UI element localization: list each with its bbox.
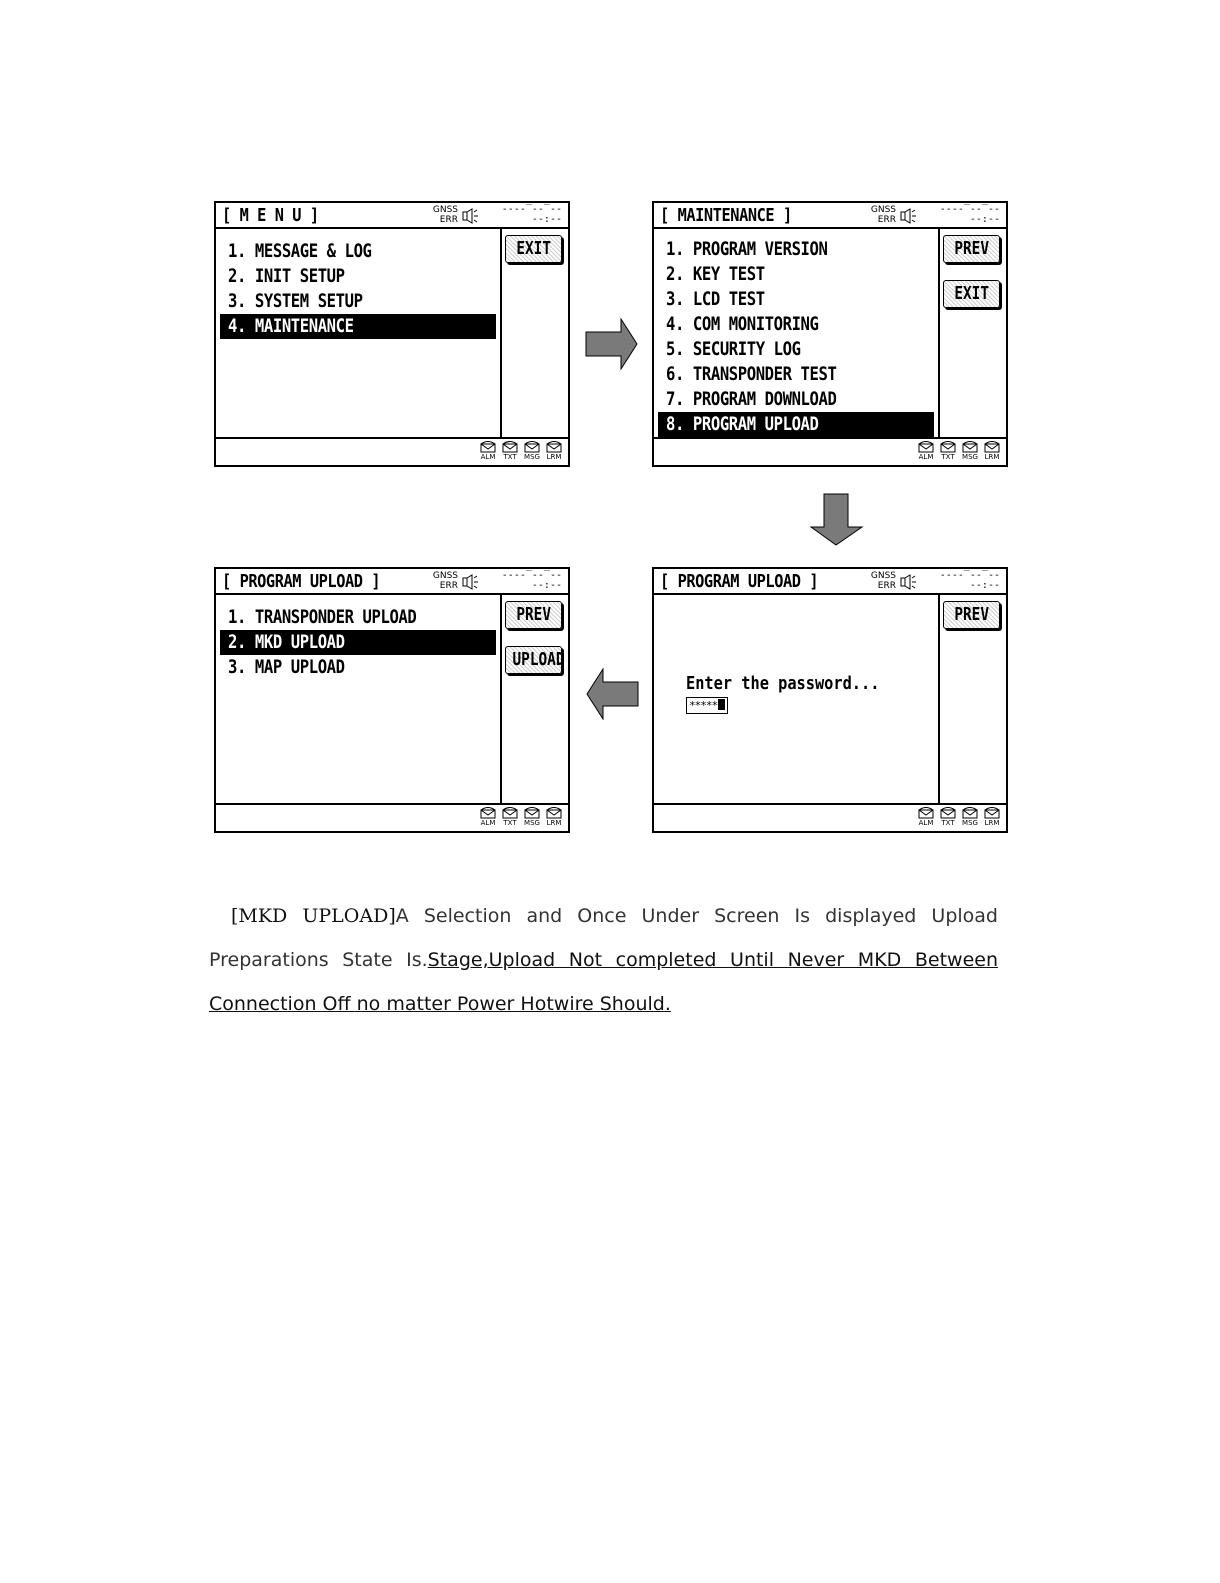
envelope-icon [940, 441, 956, 453]
indicator-label: TXT [503, 819, 517, 827]
envelope-icon [524, 807, 540, 819]
softkey-panel [500, 595, 568, 803]
speaker-icon [462, 574, 480, 590]
prev-button[interactable]: PREV [943, 601, 1000, 629]
lrm-indicator [982, 441, 1002, 461]
indicator-label: MSG [524, 819, 540, 827]
indicator-label: ALM [918, 819, 934, 827]
softkey-panel [500, 229, 568, 437]
text-cursor [718, 699, 725, 710]
softkey-panel [938, 595, 1006, 803]
indicator-label: TXT [941, 453, 955, 461]
menu-item[interactable]: 1. MESSAGE & LOG [228, 240, 372, 262]
footer-bar [654, 437, 1006, 465]
upload-button[interactable]: UPLOAD [505, 646, 562, 674]
txt-indicator [938, 807, 958, 827]
txt-indicator [938, 441, 958, 461]
menu-item[interactable]: 4. COM MONITORING [666, 313, 819, 335]
menu-screen [214, 201, 570, 467]
clock: ----‾--‾-- --:-- [939, 570, 1000, 591]
indicator-label: MSG [962, 819, 978, 827]
envelope-icon [918, 807, 934, 819]
envelope-icon [962, 441, 978, 453]
upload-list [220, 605, 496, 680]
program-upload-screen [214, 567, 570, 833]
msg-indicator [522, 441, 542, 461]
title-bar [654, 203, 1006, 229]
gnss-status: GNSS ERR [870, 571, 896, 591]
menu-item[interactable]: 2. KEY TEST [666, 263, 765, 285]
txt-indicator [500, 441, 520, 461]
indicator-label: LRM [546, 819, 562, 827]
prev-button[interactable]: PREV [943, 235, 1000, 263]
paragraph-line-1: [MKD UPLOAD]A Selection and Once Under Screen Is displayed Upload [231, 905, 998, 927]
indicator-label: LRM [546, 453, 562, 461]
indicator-label: ALM [918, 453, 934, 461]
maintenance-list [658, 237, 934, 437]
txt-indicator [500, 807, 520, 827]
title-bar [216, 203, 568, 229]
footer-bar [216, 803, 568, 831]
status-area [868, 571, 1000, 593]
warning-text: Connection Off no matter Power Hotwire Should. [209, 993, 671, 1015]
menu-item[interactable]: 2. INIT SETUP [228, 265, 345, 287]
prev-button[interactable]: PREV [505, 601, 562, 629]
lrm-indicator [982, 807, 1002, 827]
clock: ----‾--‾-- --:-- [939, 204, 1000, 225]
password-screen [652, 567, 1008, 833]
clock: ----‾--‾-- --:-- [501, 204, 562, 225]
warning-text: Stage,Upload Not completed Until Never MKD Between [427, 949, 998, 971]
status-area [430, 571, 562, 593]
title-bar [654, 569, 1006, 595]
envelope-icon [940, 807, 956, 819]
password-prompt: Enter the password... [686, 673, 880, 694]
envelope-icon [502, 441, 518, 453]
gnss-status: GNSS ERR [432, 205, 458, 225]
paragraph-line-3 [209, 993, 998, 1015]
menu-item[interactable]: 5. SECURITY LOG [666, 338, 801, 360]
msg-indicator [960, 807, 980, 827]
gnss-status: GNSS ERR [432, 571, 458, 591]
envelope-icon [962, 807, 978, 819]
indicator-label: MSG [962, 453, 978, 461]
title-bar [216, 569, 568, 595]
status-area [868, 205, 1000, 227]
password-field[interactable]: ***** [686, 697, 728, 714]
indicator-label: TXT [941, 819, 955, 827]
maintenance-screen [652, 201, 1008, 467]
screen-title: [ PROGRAM UPLOAD ] [222, 571, 381, 592]
indicator-label: ALM [480, 453, 496, 461]
menu-item[interactable]: 1. TRANSPONDER UPLOAD [228, 606, 417, 628]
softkey-panel [938, 229, 1006, 437]
msg-indicator [960, 441, 980, 461]
alm-indicator [916, 441, 936, 461]
envelope-icon [502, 807, 518, 819]
menu-item[interactable]: 3. SYSTEM SETUP [228, 290, 363, 312]
paragraph-line-2: Preparations State Is.Stage,Upload Not completed Until Never MKD Between [209, 949, 998, 971]
menu-item[interactable]: 7. PROGRAM DOWNLOAD [666, 388, 837, 410]
speaker-icon [900, 208, 918, 224]
indicator-label: TXT [503, 453, 517, 461]
menu-list [220, 239, 496, 339]
envelope-icon [918, 441, 934, 453]
indicator-label: MSG [524, 453, 540, 461]
alm-indicator [478, 441, 498, 461]
content-area [654, 229, 1006, 437]
menu-item[interactable]: 1. PROGRAM VERSION [666, 238, 828, 260]
envelope-icon [546, 441, 562, 453]
menu-item[interactable]: 6. TRANSPONDER TEST [666, 363, 837, 385]
arrow-down-icon [810, 493, 864, 547]
envelope-icon [984, 441, 1000, 453]
exit-button[interactable]: EXIT [505, 235, 562, 263]
lrm-indicator [544, 807, 564, 827]
envelope-icon [524, 441, 540, 453]
content-area [216, 229, 568, 437]
envelope-icon [984, 807, 1000, 819]
content-area [654, 595, 1006, 803]
envelope-icon [480, 441, 496, 453]
envelope-icon [480, 807, 496, 819]
speaker-icon [462, 208, 480, 224]
indicator-label: LRM [984, 453, 1000, 461]
menu-item[interactable]: 3. LCD TEST [666, 288, 765, 310]
envelope-icon [546, 807, 562, 819]
screen-title: [ M E N U ] [222, 205, 319, 226]
indicator-label: LRM [984, 819, 1000, 827]
alm-indicator [478, 807, 498, 827]
mkd-upload-term: [MKD UPLOAD] [231, 905, 396, 927]
menu-item[interactable]: 8. PROGRAM UPLOAD [658, 412, 934, 437]
menu-item[interactable]: 2. MKD UPLOAD [220, 630, 496, 655]
footer-bar [654, 803, 1006, 831]
footer-bar [216, 437, 568, 465]
screen-title: [ PROGRAM UPLOAD ] [660, 571, 819, 592]
menu-item[interactable]: 3. MAP UPLOAD [228, 656, 345, 678]
arrow-right-icon [585, 318, 639, 370]
exit-button[interactable]: EXIT [943, 280, 1000, 308]
alm-indicator [916, 807, 936, 827]
speaker-icon [900, 574, 918, 590]
screen-title: [ MAINTENANCE ] [660, 205, 792, 226]
indicator-label: ALM [480, 819, 496, 827]
gnss-status: GNSS ERR [870, 205, 896, 225]
arrow-left-icon [585, 668, 639, 720]
lrm-indicator [544, 441, 564, 461]
msg-indicator [522, 807, 542, 827]
clock: ----‾--‾-- --:-- [501, 570, 562, 591]
status-area [430, 205, 562, 227]
menu-item[interactable]: 4. MAINTENANCE [220, 314, 496, 339]
content-area [216, 595, 568, 803]
